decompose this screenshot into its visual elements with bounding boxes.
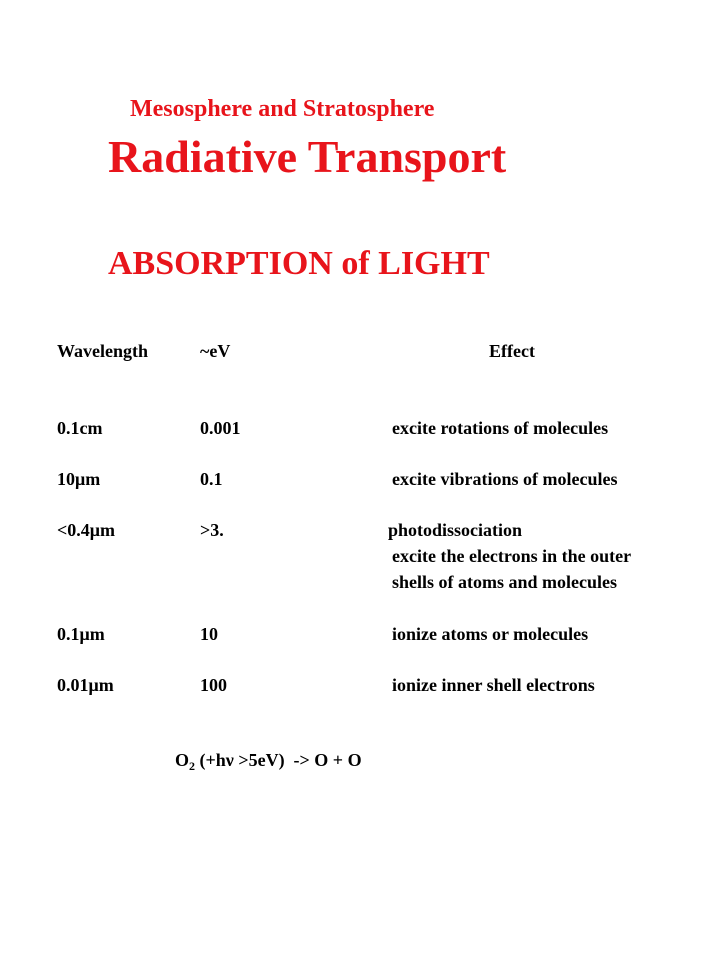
table-row-effect: excite the electrons in the outer [392,546,632,566]
header-wavelength: Wavelength [57,341,149,361]
table-row-energy: 0.1 [200,469,223,489]
table-row-energy: 100 [200,675,227,695]
table-row-energy: 10 [200,624,218,644]
header-effect: Effect [489,341,535,361]
table-row-wavelength: 0.1μm [57,624,105,644]
header-energy: ~eV [200,341,231,361]
section-title: ABSORPTION of LIGHT [108,245,490,282]
table-row-effect: excite rotations of molecules [392,418,609,438]
table-row-energy: >3. [200,520,224,540]
table-row-effect: ionize inner shell electrons [392,675,595,695]
formula-subscript: 2 [189,759,196,773]
table-row-effect: ionize atoms or molecules [392,624,589,644]
table-row-effect: photodissociation [388,520,523,540]
table-row-wavelength: <0.4μm [57,520,115,540]
reaction-formula [175,750,362,774]
page-title: Radiative Transport [108,131,507,182]
table-row-effect: shells of atoms and molecules [392,572,617,592]
table-row-effect: excite vibrations of molecules [392,469,618,489]
table-row-wavelength: 10μm [57,469,101,489]
table-row-energy: 0.001 [200,418,241,438]
formula-rest: (+hν >5eV) -> O + O [195,750,362,770]
table-row-wavelength: 0.1cm [57,418,103,438]
subtitle: Mesosphere and Stratosphere [130,96,435,122]
formula-molecule: O [175,750,190,770]
table-row-wavelength: 0.01μm [57,675,114,695]
